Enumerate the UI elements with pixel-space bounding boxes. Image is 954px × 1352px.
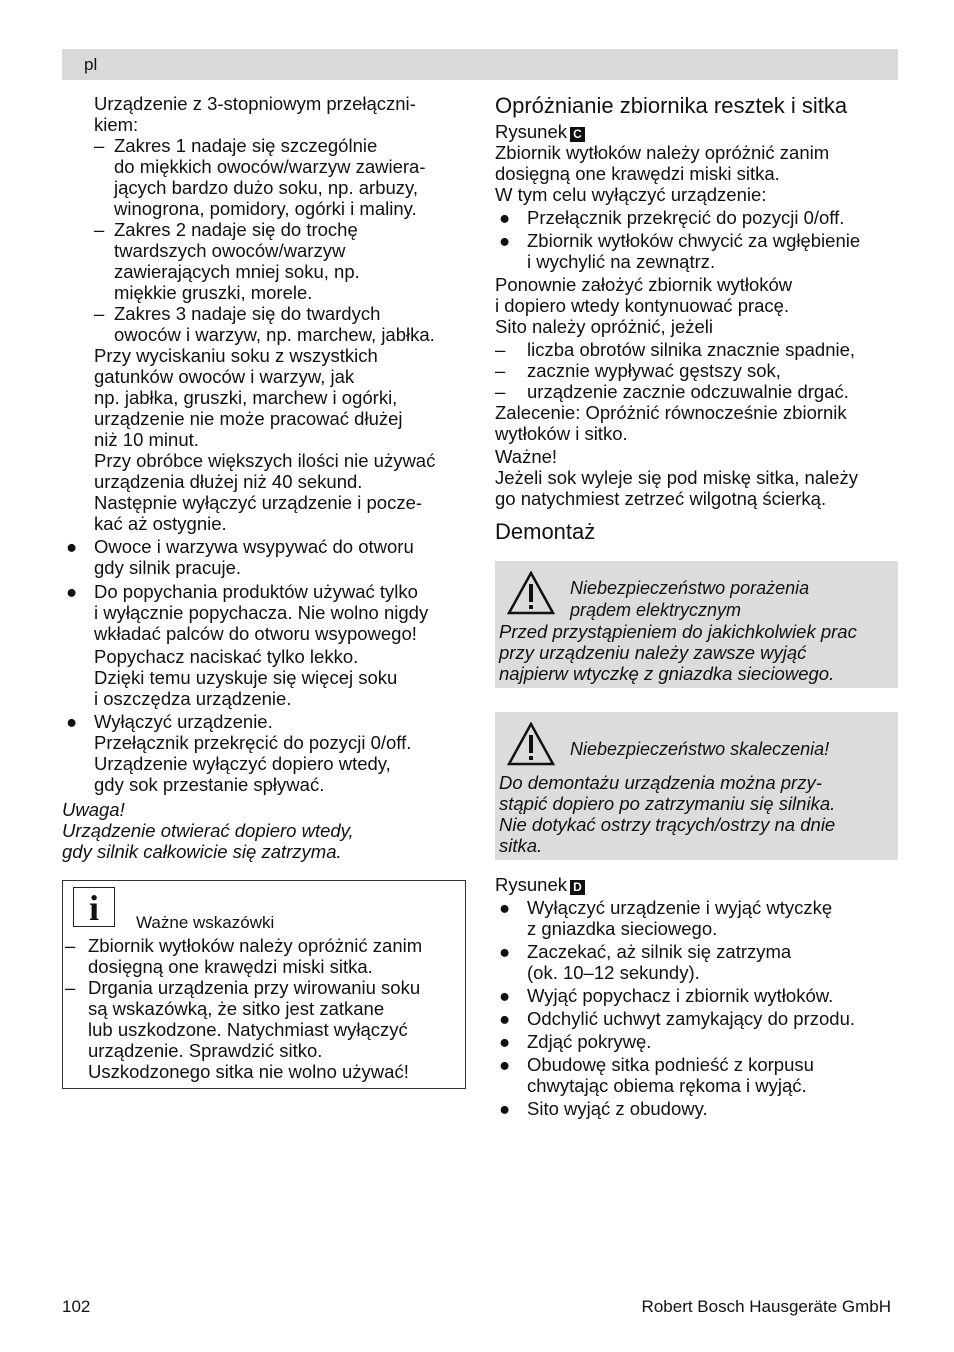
figure-reference: Rysunek C <box>495 121 898 142</box>
setting-2: – Zakres 2 nadaje się do trochę twardszych owoców/warzyw zawierających mniej soku, np. miękkie gruszki, morele. <box>94 219 360 303</box>
info-item: – Zbiornik wytłoków należy opróżnić zanim dosięgną one krawędzi miski sitka. <box>65 935 423 977</box>
bullet-dot: ● <box>499 1008 511 1029</box>
dash-marker: – <box>94 303 105 324</box>
bullet-dot: ● <box>499 1098 511 1119</box>
caution-note: Uwaga! Urządzenie otwierać dopiero wtedy, gdy silnik całkowicie się zatrzyma. <box>62 799 466 862</box>
dash-item: – urządzenie zacznie odczuwalnie drgać. <box>495 381 849 402</box>
recommendation: Zalecenie: Opróżnić równocześnie zbiornik <box>495 402 847 423</box>
info-title: Ważne wskazówki <box>136 913 275 932</box>
figure-reference: Rysunek D <box>495 874 898 895</box>
right-column: Opróżnianie zbiornika resztek i sitka Rysunek C Zbiornik wytłoków należy opróżnić zanim dosięgną one krawędzi miski sitka. W tym celu wyłączyć urządzenie: ● Przełącznik przekręcić do pozycji 0/off. ● Zbiornik wytłoków chwycić za wgłębienie i wychylić na zewnątrz. Ponownie założyć zbiornik wytłoków i dopiero wtedy kontynuować pracę. Sito należy opróżnić, jeżeli – liczba obrotów silnika znacznie spadnie, – zacznie wypływać gęstszy sok, – urządzenie zacznie odczuwalnie drgać. Zalecenie: Opróżnić równocześnie zbiornik wytłoków i sitko. Ważne! Jeżeli sok wyleje się pod miskę sitka, należy go natychmiest zetrzeć wilgotną ścierką. Demontaż Niebezpieczeństwo porażenia prądem elektrycznym Przed przystąpieniem do jakichkolwiek prac przy urządzeniu należy zawsze wyjąć najpierw wtyczkę z gniazdka sieciowego. Niebezpieczeństwo skaleczenia! Do demontażu urządzenia można przy- stąpić dopiero po zatrzymaniu się silnika. Nie dotykać ostrzy trących/ostrzy na dnie sitka. Rysunek D ● Wyłączyć urządzenie i wyjąć wtyczkę z gniazdka sieciowego. ● Zaczekać, aż silnik się zatrzyma (ok. 10–12 sekundy). ● Wyjąć popychacz i zbiornik wytłoków. ● Odchylić uchwyt zamykający do przodu. ● Zdjąć pokrywę. ● Obudowę sitka podnieść z korpusu chwytając obiema rękoma i wyjąć. ● Sito wyjąć z obudowy. <box>495 93 898 1119</box>
bullet-dot: ● <box>499 941 511 962</box>
bullet-item: ● Przełącznik przekręcić do pozycji 0/off. <box>499 207 845 228</box>
info-icon: i <box>73 887 115 927</box>
intro-line: Urządzenie z 3-stopniowym przełączni- <box>94 93 416 114</box>
intro-line: kiem: <box>94 114 139 135</box>
language-code: pl <box>84 55 98 74</box>
bullet-dot: ● <box>499 1031 511 1052</box>
important-label: Ważne! <box>495 446 558 467</box>
figure-c-icon: C <box>570 127 585 142</box>
bullet-dot: ● <box>66 711 78 732</box>
setting-1: – Zakres 1 nadaje się szczególnie do miękkich owoców/warzyw zawiera- jących bardzo dużo soku, np. arbuzy, winogrona, pomidory, ogórki i maliny. <box>94 135 426 219</box>
bullet-dot: ● <box>499 897 511 918</box>
info-box <box>62 880 466 1089</box>
step-item: ● Obudowę sitka podnieść z korpusu chwytając obiema rękoma i wyjąć. <box>499 1054 814 1096</box>
section-heading: Opróżnianie zbiornika resztek i sitka <box>495 93 848 118</box>
section-heading: Demontaż <box>495 519 596 544</box>
step-item: ● Odchylić uchwyt zamykający do przodu. <box>499 1008 855 1029</box>
bullet-item: ● Do popychania produktów używać tylko i wyłącznie popychacza. Nie wolno nigdy wkładać palców do otworu wsypowego! Popychacz naciskać tylko lekko. Dzięki temu uzyskuje się więcej soku i oszczędza urządzenie. <box>66 581 429 709</box>
step-item: ● Wyłączyć urządzenie i wyjąć wtyczkę z gniazdka sieciowego. <box>499 897 833 939</box>
bullet-dot: ● <box>499 985 511 1006</box>
warning-box-electric: Niebezpieczeństwo porażenia prądem elektrycznym Przed przystąpieniem do jakichkolwiek prac przy urządzeniu należy zawsze wyjąć najpierw wtyczkę z gniazdka sieciowego. <box>495 561 898 688</box>
bullet-item: ● Owoce i warzywa wsypywać do otworu gdy silnik pracuje. <box>66 536 414 578</box>
bullet-dot: ● <box>66 581 78 602</box>
bullet-dot: ● <box>66 536 78 557</box>
step-item: ● Wyjąć popychacz i zbiornik wytłoków. <box>499 985 834 1006</box>
bullet-dot: ● <box>499 1054 511 1075</box>
step-item: ● Zaczekać, aż silnik się zatrzyma (ok. 10–12 sekundy). <box>499 941 792 983</box>
bullet-dot: ● <box>499 207 511 228</box>
setting-3: – Zakres 3 nadaje się do twardych owoców i warzyw, np. marchew, jabłka. <box>94 303 435 345</box>
warning-triangle-icon <box>507 571 555 615</box>
bullet-item: ● Wyłączyć urządzenie. Przełącznik przekręcić do pozycji 0/off. Urządzenie wyłączyć dopiero wtedy, gdy sok przestanie spływać. <box>66 711 412 795</box>
step-item: ● Zdjąć pokrywę. <box>499 1031 652 1052</box>
bullet-item: ● Zbiornik wytłoków chwycić za wgłębienie i wychylić na zewnątrz. <box>499 230 861 272</box>
bullet-dot: ● <box>499 230 511 251</box>
page-number: 102 <box>62 1297 91 1316</box>
left-column <box>62 93 466 1089</box>
footer-company: Robert Bosch Hausgeräte GmbH <box>641 1297 891 1316</box>
dash-marker: – <box>94 135 105 156</box>
warning-title: Niebezpieczeństwo porażenia prądem elektrycznym <box>570 578 810 620</box>
step-item: ● Sito wyjąć z obudowy. <box>499 1098 708 1119</box>
dash-item: – zacznie wypływać gęstszy sok, <box>495 360 781 381</box>
info-item: – Drgania urządzenia przy wirowaniu soku są wskazówką, że sitko jest zatkane lub uszkodzone. Natychmiast wyłączyć urządzenie. Sprawdzić sitko. Uszkodzonego sitka nie wolno używać! <box>65 977 421 1082</box>
caution-title: Uwaga! <box>62 799 125 820</box>
dash-marker: – <box>94 219 105 240</box>
warning-triangle-icon <box>507 722 555 766</box>
warning-title: Niebezpieczeństwo skaleczenia! <box>570 739 830 759</box>
figure-d-icon: D <box>570 880 585 895</box>
warning-box-injury: Niebezpieczeństwo skaleczenia! Do demontażu urządzenia można przy- stąpić dopiero po zatrzymaniu się silnika. Nie dotykać ostrzy trących/ostrzy na dnie sitka. <box>495 712 898 860</box>
dash-item: – liczba obrotów silnika znacznie spadnie, <box>495 339 856 360</box>
language-bar <box>62 49 898 80</box>
usage-paragraph: Przy wyciskaniu soku z wszystkich gatunków owoców i warzyw, jak np. jabłka, gruszki, marchew i ogórki, urządzenie nie może pracować dłużej niż 10 minut. Przy obróbce większych ilości nie używać urządzenia dłużej niż 40 sekund. Następnie wyłączyć urządzenie i pocze- kać aż ostygnie. <box>94 345 436 534</box>
